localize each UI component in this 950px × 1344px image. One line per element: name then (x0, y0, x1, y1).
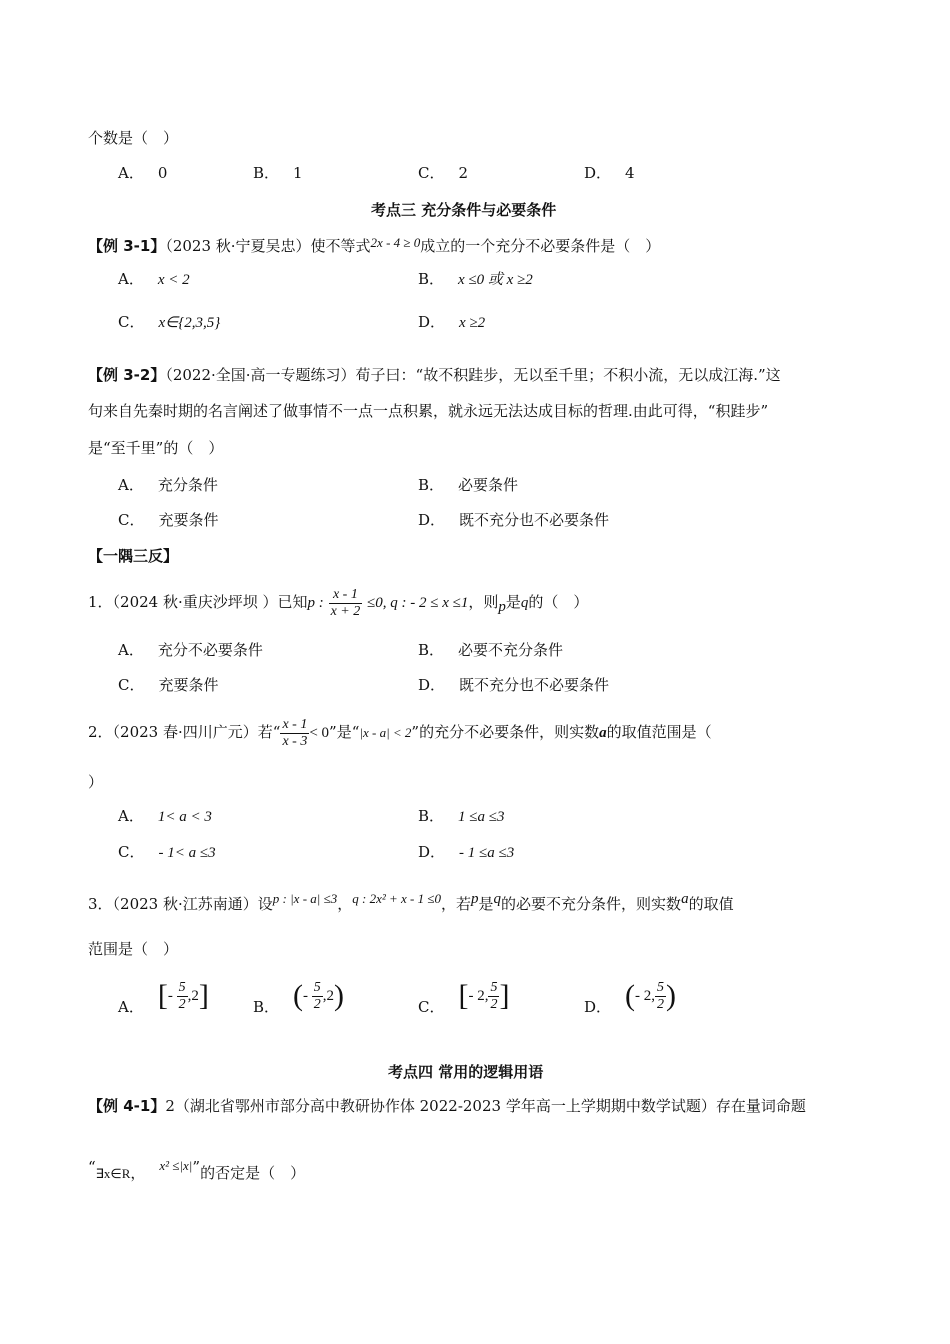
option-c[interactable]: C． - 1< a ≤3 (118, 843, 216, 861)
example-3-1-stem: 【例 3-1】（2023 秋·宁夏吴忠）使不等式2x - 4 ≥ 0成立的一个充分不必要条件是（ ） (88, 235, 661, 255)
section-heading: 考点四 常用的逻辑用语 (388, 1063, 544, 1081)
example-tag: 【例 3-2】 (88, 366, 166, 384)
example-tag: 【例 4-1】 (88, 1097, 166, 1115)
option-b[interactable]: B． 必要不充分条件 (418, 641, 564, 659)
option-d[interactable]: D． 既不充分也不必要条件 (418, 676, 610, 694)
section-heading: 考点三 充分条件与必要条件 (371, 201, 557, 219)
question-tail: 个数是（ ） (88, 129, 179, 147)
option-c[interactable]: C． x∈{2,3,5} (118, 313, 221, 331)
question-3-line2: 范围是（ ） (88, 940, 179, 958)
option-c[interactable]: C． 2 (418, 164, 469, 182)
option-b[interactable]: B． x ≤0 或 x ≥2 (418, 270, 533, 288)
option-d[interactable]: D． 4 (584, 164, 635, 182)
option-b[interactable]: B． 1 (253, 164, 303, 182)
question-1-stem: 1．（2024 秋·重庆沙坪坝 ）已知p : $\frac{x - 1}{x + 2}$ ≤0, q : - 2 ≤ x ≤1，则p是q的（ ） (88, 586, 589, 619)
option-d[interactable]: D． 既不充分也不必要条件 (418, 511, 610, 529)
question-2-line2: ） (88, 773, 104, 791)
example-tag: 【例 3-1】 (88, 237, 166, 255)
practice-heading: 【一隅三反】 (88, 547, 179, 565)
option-a[interactable]: A． x < 2 (118, 270, 190, 288)
example-4-1-line2: “∃x∈R， x² ≤|x|”的否定是（ ） (88, 1158, 306, 1182)
option-a[interactable]: A． 0 (118, 164, 168, 182)
example-4-1-line1: 【例 4-1】2（湖北省鄂州市部分高中教研协作体 2022-2023 学年高一上学期期中数学试题）存在量词命题 (88, 1097, 806, 1115)
option-a[interactable]: A． 1< a < 3 (118, 807, 212, 825)
fraction: $\frac{x - 1}{x - 3}$ (282, 716, 308, 749)
example-3-2-line3: 是“至千里”的（ ） (88, 439, 224, 457)
option-c[interactable]: C． [- 2, $\frac{5}{2}$ ] (418, 979, 510, 1016)
option-a[interactable]: A． [- $\frac{5}{2}$ ,2] (118, 979, 209, 1016)
question-2-stem: 2．（2023 春·四川广元）若“ $\frac{x - 1}{x - 3}$ < 0”是“|x - a| < 2”的充分不必要条件，则实数a的取值范围是（ (88, 716, 712, 749)
option-a[interactable]: A． 充分条件 (118, 476, 218, 494)
option-b[interactable]: B． (- $\frac{5}{2}$ ,2) (253, 979, 345, 1016)
option-d[interactable]: D． (- 2, $\frac{5}{2}$ ) (584, 979, 677, 1016)
option-c[interactable]: C． 充要条件 (118, 511, 219, 529)
question-3-stem: 3．（2023 秋·江苏南通）设p : |x - a| ≤3，q : 2x² + x - 1 ≤0，若p是q的必要不充分条件，则实数a的取值 (88, 891, 734, 913)
example-3-2-line2: 句来自先秦时期的名言阐述了做事情不一点一点积累，就永远无法达成目标的哲理.由此可得，“积跬步” (88, 402, 769, 420)
option-b[interactable]: B． 必要条件 (418, 476, 519, 494)
example-3-2-line1: 【例 3-2】（2022·全国·高一专题练习）荀子曰：“故不积跬步，无以至千里；不积小流，无以成江海.”这 (88, 366, 781, 384)
option-c[interactable]: C． 充要条件 (118, 676, 219, 694)
option-b[interactable]: B． 1 ≤a ≤3 (418, 807, 505, 825)
option-d[interactable]: D． - 1 ≤a ≤3 (418, 843, 515, 861)
fraction: $\frac{x - 1}{x + 2}$ (330, 586, 361, 619)
option-d[interactable]: D． x ≥2 (418, 313, 486, 331)
option-a[interactable]: A． 充分不必要条件 (118, 641, 263, 659)
